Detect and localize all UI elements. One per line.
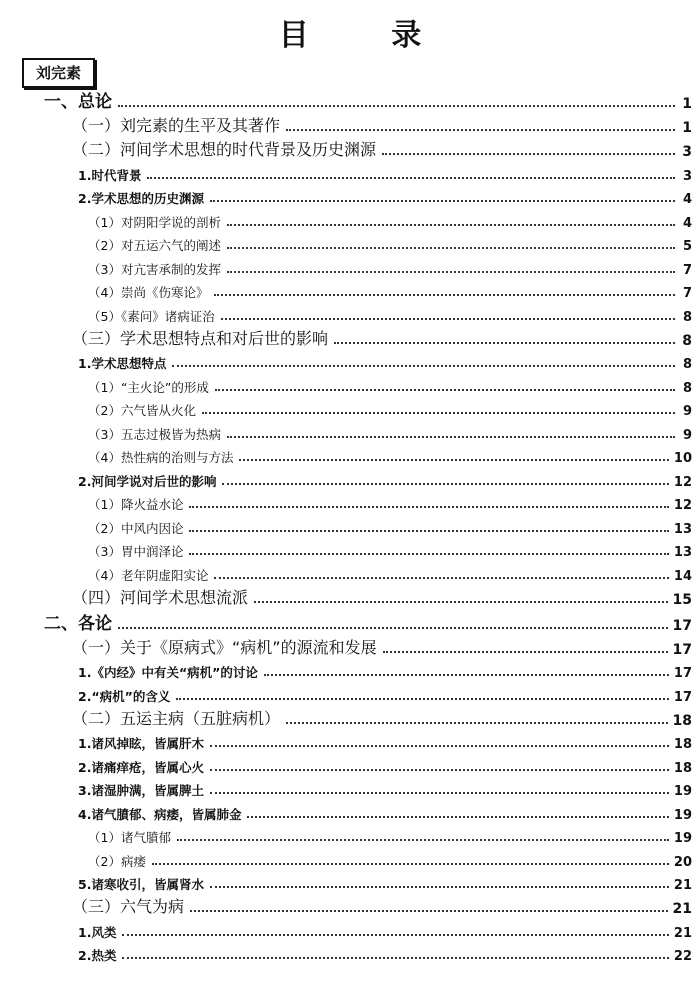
dot-leader xyxy=(122,957,668,959)
toc-entry-label: （1）对阴阳学说的剖析 xyxy=(88,214,221,230)
toc-entry[interactable] xyxy=(0,207,700,231)
toc-entry[interactable] xyxy=(0,112,700,136)
toc-page-number: 5 xyxy=(682,239,692,254)
toc-page-number: 8 xyxy=(682,332,692,349)
dot-leader xyxy=(152,863,669,865)
toc-page-number: 1 xyxy=(682,96,692,112)
toc-entry[interactable] xyxy=(0,608,700,634)
toc-page-number: 21 xyxy=(673,925,692,941)
toc-page-number: 17 xyxy=(672,641,692,658)
toc-entry[interactable] xyxy=(0,396,700,420)
page-title: 目 录 xyxy=(278,18,458,53)
toc-entry[interactable] xyxy=(0,160,700,184)
toc-entry-label: （一）刘完素的生平及其著作 xyxy=(72,116,281,135)
toc-entry-label: （1）“主火论”的形成 xyxy=(88,379,209,395)
toc-entry[interactable] xyxy=(0,490,700,514)
toc-entry[interactable] xyxy=(0,705,700,729)
toc-entry-label: （3）五志过极皆为热病 xyxy=(88,426,221,442)
toc-page-number: 14 xyxy=(673,568,692,584)
toc-page-number: 7 xyxy=(682,286,692,301)
toc-page-number: 10 xyxy=(673,451,692,466)
toc-page-number: 18 xyxy=(672,712,692,729)
dot-leader xyxy=(202,412,675,414)
dot-leader xyxy=(172,365,675,367)
toc-page-number: 17 xyxy=(673,666,692,681)
toc-entry-label: （4）老年阴虚阳实论 xyxy=(88,567,209,583)
toc-entry[interactable] xyxy=(0,443,700,467)
toc-entry[interactable] xyxy=(0,776,700,800)
toc-entry-label: （三）学术思想特点和对后世的影响 xyxy=(72,328,329,348)
toc-entry[interactable] xyxy=(0,941,700,965)
toc-entry-label: 二、各论 xyxy=(44,613,112,634)
toc-page-number: 17 xyxy=(673,689,692,705)
toc-entry[interactable] xyxy=(0,917,700,941)
dot-leader xyxy=(118,105,675,107)
dot-leader xyxy=(189,530,668,532)
toc-entry[interactable] xyxy=(0,513,700,537)
dot-leader xyxy=(176,698,669,700)
dot-leader xyxy=(286,722,668,724)
dot-leader xyxy=(215,389,675,391)
toc-page-number: 4 xyxy=(682,192,692,207)
toc-entry-label: （一）关于《原病式》“病机”的源流和发展 xyxy=(72,637,377,657)
toc-entry-label: （二）五运主病（五脏病机） xyxy=(72,708,281,728)
toc-page-number: 18 xyxy=(673,760,692,776)
toc-page-number: 3 xyxy=(682,168,692,184)
dot-leader xyxy=(227,436,675,438)
toc-entry[interactable] xyxy=(0,349,700,373)
toc-entry[interactable] xyxy=(0,658,700,682)
toc-entry-label: 1.《内经》中有关“病机”的讨论 xyxy=(78,665,258,680)
toc-entry[interactable] xyxy=(0,893,700,917)
dot-leader xyxy=(221,318,675,320)
dot-leader xyxy=(122,934,668,936)
toc-entry-label: 1.诸风掉眩，皆属肝木 xyxy=(78,736,204,751)
dot-leader xyxy=(286,129,675,131)
toc-page-number: 4 xyxy=(682,215,692,231)
toc-page-number: 7 xyxy=(682,262,692,278)
toc-entry-label: 2.热类 xyxy=(78,948,117,963)
toc-entry-label: （二）河间学术思想的时代背景及历史渊源 xyxy=(72,140,377,159)
toc-entry[interactable] xyxy=(0,184,700,208)
toc-entry[interactable] xyxy=(0,254,700,278)
toc-entry[interactable] xyxy=(0,584,700,608)
toc-page-number: 8 xyxy=(682,309,692,325)
toc-entry[interactable] xyxy=(0,537,700,561)
dot-leader xyxy=(177,839,669,841)
toc-entry[interactable] xyxy=(0,86,700,112)
toc-entry-label: 1.时代背景 xyxy=(78,167,142,183)
dot-leader xyxy=(210,792,669,794)
dot-leader xyxy=(227,224,675,226)
toc-page-number: 13 xyxy=(673,545,692,560)
toc-page-number: 8 xyxy=(682,380,692,396)
toc-page-number: 18 xyxy=(673,737,692,752)
toc-page-number: 3 xyxy=(682,144,692,160)
dot-leader xyxy=(227,247,675,249)
toc-entry[interactable] xyxy=(0,136,700,160)
toc-page-number: 21 xyxy=(673,878,692,893)
toc-entry-label: 一、总论 xyxy=(44,92,112,112)
toc-entry-label: （3）对亢害承制的发挥 xyxy=(88,261,221,277)
dot-leader xyxy=(147,177,675,179)
toc-page-number: 12 xyxy=(673,498,692,513)
toc-entry[interactable] xyxy=(0,799,700,823)
dot-leader xyxy=(214,577,668,579)
dot-leader xyxy=(214,294,675,296)
dot-leader xyxy=(210,886,669,888)
table-of-contents xyxy=(0,86,700,964)
toc-page-number: 1 xyxy=(682,120,692,136)
toc-entry[interactable] xyxy=(0,466,700,490)
dot-leader xyxy=(210,745,669,747)
toc-page-number: 19 xyxy=(673,831,692,846)
toc-entry[interactable] xyxy=(0,301,700,325)
toc-entry[interactable] xyxy=(0,729,700,753)
toc-entry-label: 2.河间学说对后世的影响 xyxy=(78,473,217,489)
toc-entry-label: 4.诸气膹郁、病痿，皆属肺金 xyxy=(78,806,242,822)
dot-leader xyxy=(254,601,668,603)
dot-leader xyxy=(227,271,675,273)
toc-entry[interactable] xyxy=(0,372,700,396)
dot-leader xyxy=(189,506,668,508)
toc-entry-label: （2）中风内因论 xyxy=(88,520,184,536)
toc-entry[interactable] xyxy=(0,634,700,658)
toc-entry[interactable] xyxy=(0,419,700,443)
toc-entry-label: 1.学术思想特点 xyxy=(78,356,167,371)
toc-page-number: 13 xyxy=(673,521,692,537)
toc-entry-label: （3）胃中润泽论 xyxy=(88,544,184,559)
dot-leader xyxy=(189,553,668,555)
toc-entry-label: 2.“病机”的含义 xyxy=(78,688,171,704)
toc-entry-label: （三）六气为病 xyxy=(72,897,185,916)
toc-entry-label: （1）降火益水论 xyxy=(88,497,184,512)
toc-entry[interactable] xyxy=(0,278,700,302)
toc-entry-label: （1）诸气膹郁 xyxy=(88,830,171,845)
dot-leader xyxy=(222,483,668,485)
toc-entry[interactable] xyxy=(0,231,700,255)
toc-page-number: 22 xyxy=(673,949,692,964)
dot-leader xyxy=(239,459,668,461)
toc-entry[interactable] xyxy=(0,560,700,584)
toc-page-number: 15 xyxy=(672,591,692,608)
dot-leader xyxy=(334,342,675,344)
toc-page-number: 8 xyxy=(682,357,692,372)
toc-entry-label: 1.风类 xyxy=(78,924,117,940)
dot-leader xyxy=(264,674,669,676)
toc-entry-label: （四）河间学术思想流派 xyxy=(72,587,249,607)
toc-entry-label: （2）对五运六气的阐述 xyxy=(88,238,221,253)
toc-entry[interactable] xyxy=(0,823,700,847)
toc-page-number: 19 xyxy=(673,807,692,823)
toc-entry-label: 2.诸痛痒疮，皆属心火 xyxy=(78,759,204,775)
toc-entry[interactable] xyxy=(0,681,700,705)
toc-entry-label: （4）崇尚《伤寒论》 xyxy=(88,285,209,300)
toc-entry-label: （5）《素问》诸病证治 xyxy=(88,308,215,324)
toc-page-number: 21 xyxy=(672,901,692,917)
toc-entry[interactable] xyxy=(0,846,700,870)
dot-leader xyxy=(190,910,668,912)
dot-leader xyxy=(247,816,668,818)
toc-page-number: 17 xyxy=(672,617,692,634)
toc-entry-label: 2.学术思想的历史渊源 xyxy=(78,191,204,206)
toc-entry-label: （2）病痿 xyxy=(88,853,146,869)
dot-leader xyxy=(210,769,669,771)
toc-entry[interactable] xyxy=(0,870,700,894)
toc-page-number: 9 xyxy=(682,404,692,419)
toc-page-number: 20 xyxy=(673,854,692,870)
toc-entry[interactable] xyxy=(0,752,700,776)
toc-entry-label: （4）热性病的治则与方法 xyxy=(88,450,234,465)
dot-leader xyxy=(118,627,668,629)
toc-entry-label: 5.诸寒收引，皆属肾水 xyxy=(78,877,204,892)
dot-leader xyxy=(210,200,675,202)
toc-entry[interactable] xyxy=(0,325,700,349)
toc-page-number: 12 xyxy=(673,474,692,490)
toc-entry-label: 3.诸湿肿满，皆属脾土 xyxy=(78,783,204,798)
toc-entry-label: （2）六气皆从火化 xyxy=(88,403,196,418)
toc-page-number: 9 xyxy=(682,427,692,443)
dot-leader xyxy=(382,153,675,155)
toc-page-number: 19 xyxy=(673,784,692,799)
author-label: 刘完素 xyxy=(22,58,95,88)
dot-leader xyxy=(383,651,668,653)
